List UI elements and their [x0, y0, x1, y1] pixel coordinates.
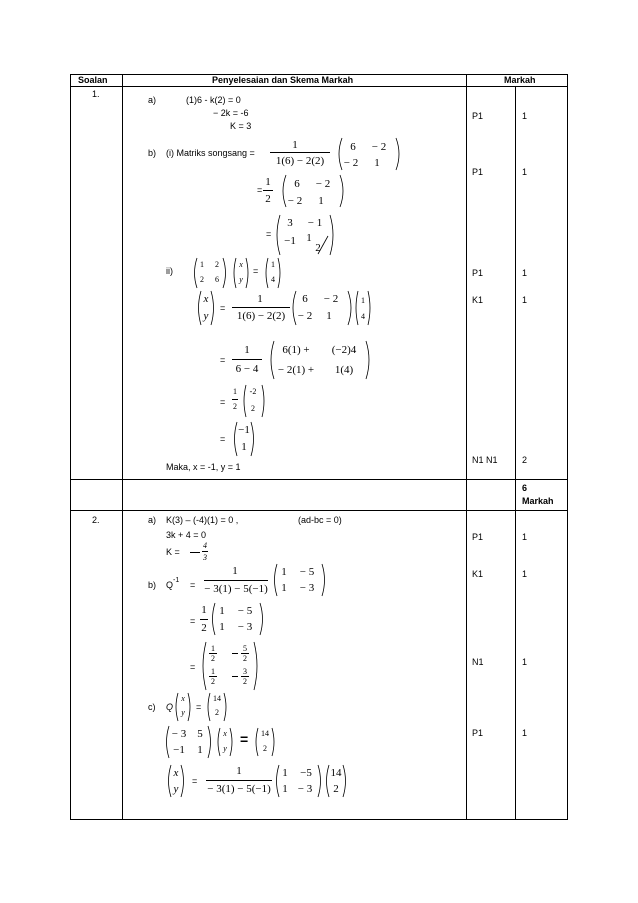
q1-b-m3-22-den: 2: [315, 242, 321, 254]
q2-a-note: (ad-bc = 0): [298, 515, 342, 525]
q1-b-half-den: 2: [265, 193, 271, 205]
header-penyelesaian: Penyelesaian dan Skema Markah: [212, 75, 354, 85]
q2-c-b21: −1: [173, 744, 185, 756]
q1-final: Maka, x = -1, y = 1: [166, 462, 241, 472]
q2-b-half-bar: [200, 619, 208, 620]
q2-c-eq: =: [196, 702, 202, 712]
q1-mark-val-3: 1: [522, 268, 528, 278]
q2-number: 2.: [92, 515, 100, 525]
q1-b-m2-21: − 2: [287, 195, 303, 207]
q2-c-frac-den: − 3(1) − 5(−1): [207, 783, 271, 795]
q2-c-frac-bar: [206, 780, 272, 781]
q1-ii-a21: 2: [200, 275, 204, 284]
q1-b-m3-11: 3: [287, 217, 293, 229]
q1-ii-eq: =: [253, 266, 259, 276]
q2-c-v2: 2: [215, 708, 219, 717]
q2-b-m3-22-sign: [232, 676, 238, 677]
q1-a-line3: K = 3: [230, 121, 252, 131]
q2-mark-code-4: P1: [472, 728, 484, 738]
q1-ii-v1: 1: [271, 260, 275, 269]
q1-ii-eq3: =: [220, 355, 226, 365]
col-divider-1: [122, 74, 123, 820]
q2-mark-code-3: N1: [472, 657, 484, 667]
q1-ii-v3-n2: -2: [249, 387, 257, 396]
q2-c-v2-2: 2: [263, 744, 267, 753]
q1-a-label: a): [148, 95, 157, 105]
q2-row-top: [70, 510, 568, 511]
q2-b-label: b): [148, 580, 157, 590]
q1-ii-eq2: =: [220, 303, 226, 313]
q2-c-v3-2: 2: [333, 783, 339, 795]
q2-b-m3-12-den: 2: [243, 654, 247, 663]
q2-a-frac-num: 4: [203, 541, 207, 550]
q1-mark-code-5: N1 N1: [472, 455, 498, 465]
q2-b-m11: 1: [281, 566, 287, 578]
q2-a-frac-bar: [202, 551, 208, 552]
q1-ii-v3-2: 2: [251, 404, 255, 413]
q1-ii-eq5: =: [220, 434, 226, 444]
q1-ii-a22: 6: [215, 275, 219, 284]
q1-ii-frac-num: 1: [257, 293, 263, 305]
q1-ii-frac-den: 1(6) − 2(2): [236, 310, 286, 322]
q2-b-eq: =: [190, 580, 196, 590]
q1-b-frac-den: 1(6) − 2(2): [275, 155, 325, 167]
q2-b-m3-12-sign: [232, 653, 238, 654]
q2-a-line1: K(3) – (-4)(1) = 0 ,: [166, 515, 239, 525]
q2-c-m4-11: 1: [282, 767, 288, 779]
q1-b-m3-22-num: 1: [306, 232, 312, 244]
q2-c-v14: 14: [213, 694, 221, 703]
q1-ii-r1b: (−2)4: [331, 344, 357, 356]
q1-ii-m4-22: 1: [326, 310, 332, 322]
q2-c-y2: y: [223, 744, 227, 753]
q1-b-m2-11: 6: [294, 178, 300, 190]
q1-ii-frac2-den: 6 − 4: [235, 363, 259, 375]
q2-c-m4-22: − 3: [297, 783, 313, 795]
q1-mark-code-4: K1: [472, 295, 484, 305]
q1-b-m2-12: − 2: [315, 178, 331, 190]
q1-b-m11: 6: [350, 141, 356, 153]
q2-b-m2-11: 1: [219, 605, 225, 617]
q1-mark-val-5: 2: [522, 455, 528, 465]
q2-mark-code-1: P1: [472, 532, 484, 542]
q1-b-frac-num: 1: [292, 139, 298, 151]
q1-b-label: b): [148, 148, 157, 158]
q2-c-x: x: [181, 694, 185, 703]
q2-a-line2: 3k + 4 = 0: [166, 530, 207, 540]
q1-ii-x2: x: [203, 293, 209, 305]
q1-ii-m4-12: − 2: [323, 293, 339, 305]
q1-a-line2: − 2k = -6: [213, 108, 249, 118]
q2-b-m3-22-den: 2: [243, 677, 247, 686]
q1-ii-v2-4: 4: [361, 312, 365, 321]
q2-c-b11: − 3: [171, 728, 187, 740]
header-markah: Markah: [504, 75, 536, 85]
col-divider-3: [515, 86, 516, 820]
total-row-top: [70, 479, 568, 480]
q1-ii-half-num: 1: [233, 387, 237, 396]
q1-total-label: Markah: [522, 496, 554, 506]
q2-b-m3-12-num: 5: [243, 644, 247, 653]
q1-b-m2-22: 1: [318, 195, 324, 207]
header-soalan: Soalan: [78, 75, 108, 85]
q1-b-m3-12: − 1: [307, 217, 323, 229]
q2-c-m4-12: −5: [300, 767, 312, 779]
q2-c-label: c): [148, 702, 156, 712]
q2-b-m3-21-num: 1: [211, 667, 215, 676]
q1-number: 1.: [92, 89, 100, 99]
q1-ii-m4-21: − 2: [297, 310, 313, 322]
q2-b-half-num: 1: [201, 604, 207, 616]
q1-ii-res-n1: −1: [238, 424, 250, 436]
q2-mark-val-4: 1: [522, 728, 528, 738]
header-divider: [70, 86, 568, 87]
q1-ii-r1a: 6(1) +: [282, 344, 310, 356]
q2-a-minus: [190, 552, 200, 553]
q2-mark-val-1: 1: [522, 532, 528, 542]
q2-a-label: a): [148, 515, 157, 525]
q2-c-frac-num: 1: [236, 765, 242, 777]
q2-b-m2-12: − 5: [237, 605, 253, 617]
q2-c-b12: 5: [197, 728, 203, 740]
q2-b-q: Q: [166, 580, 174, 590]
q2-a-frac-den: 3: [203, 553, 207, 562]
q1-b-frac-bar: [270, 152, 330, 153]
q1-ii-a12: 2: [215, 260, 219, 269]
q1-ii-eq4: =: [220, 397, 226, 407]
q1-ii-v2-1: 1: [361, 296, 365, 305]
q2-b-frac-one: 1: [232, 565, 238, 577]
q1-ii-a11: 1: [200, 260, 204, 269]
q2-b-m22: − 3: [299, 582, 315, 594]
q1-mark-code-3: P1: [472, 268, 484, 278]
q2-c-x3: x: [173, 767, 179, 779]
q1-b-half-bar: [263, 190, 273, 191]
q2-b-m2-21: 1: [219, 621, 225, 633]
q1-ii-frac2-num: 1: [244, 344, 250, 356]
q1-total-value: 6: [522, 483, 528, 493]
q2-c-x2: x: [223, 729, 227, 738]
q2-c-m4-21: 1: [282, 783, 288, 795]
q2-b-half-den: 2: [201, 622, 207, 634]
q2-b-qsup: -1: [173, 577, 180, 584]
q2-mark-val-3: 1: [522, 657, 528, 667]
q2-a-line3: K =: [166, 547, 180, 557]
q1-mark-code-1: P1: [472, 111, 484, 121]
q1-b-eq2: =: [257, 185, 263, 195]
q1-b-text: (i) Matriks songsang =: [166, 148, 255, 158]
q2-b-m21: 1: [281, 582, 287, 594]
q1-ii-r2a: − 2(1) +: [277, 364, 315, 376]
q2-mark-code-2: K1: [472, 569, 484, 579]
q1-b-eq3: =: [266, 229, 272, 239]
table-border-left: [70, 74, 71, 820]
q2-c-v3-14: 14: [330, 767, 342, 779]
q2-b-frac-den: − 3(1) − 5(−1): [204, 583, 268, 595]
q2-c-eq3: =: [192, 776, 198, 786]
q1-ii-r2b: 1(4): [334, 364, 354, 376]
q1-b-m21: − 2: [343, 157, 359, 169]
q2-c-b22: 1: [197, 744, 203, 756]
q2-b-m3-11-den: 2: [211, 654, 215, 663]
q1-ii-half-bar: [232, 399, 238, 400]
q2-mark-val-2: 1: [522, 569, 528, 579]
q1-ii-label: ii): [166, 266, 173, 276]
q1-mark-val-2: 1: [522, 167, 528, 177]
q2-b-eq3: =: [190, 662, 196, 672]
table-border-bottom: [70, 819, 568, 820]
q1-ii-v4: 4: [271, 275, 275, 284]
q1-ii-frac-bar: [232, 307, 290, 308]
q2-c-y3: y: [173, 783, 179, 795]
q2-b-m2-22: − 3: [237, 621, 253, 633]
q1-mark-val-4: 1: [522, 295, 528, 305]
q2-b-m12: − 5: [299, 566, 315, 578]
q2-c-y: y: [181, 708, 185, 717]
q1-b-half-num: 1: [265, 176, 271, 188]
q2-b-frac-bar: [204, 580, 268, 581]
q2-b-m3-11-num: 1: [211, 644, 215, 653]
q2-c-eq2: =: [240, 731, 249, 747]
q1-mark-val-1: 1: [522, 111, 528, 121]
q1-ii-res-1: 1: [241, 441, 247, 453]
q2-b-m3-22-num: 3: [243, 667, 247, 676]
q2-b-m3-21-den: 2: [211, 677, 215, 686]
q1-a-line1: (1)6 - k(2) = 0: [186, 95, 241, 105]
col-divider-2: [466, 74, 467, 820]
q2-c-v2-14: 14: [261, 729, 269, 738]
q1-b-m12: − 2: [371, 141, 387, 153]
q1-b-m3-21: −1: [284, 235, 296, 247]
q1-ii-m4-11: 6: [302, 293, 308, 305]
q1-ii-frac2-bar: [232, 359, 262, 360]
table-border-right: [567, 74, 568, 820]
q2-c-q: Q: [166, 702, 174, 712]
q1-b-m22: 1: [374, 157, 380, 169]
q1-ii-y: y: [239, 275, 243, 284]
q1-ii-half-den: 2: [233, 402, 237, 411]
q2-b-eq2: =: [190, 616, 196, 626]
q1-mark-code-2: P1: [472, 167, 484, 177]
q1-ii-x: x: [239, 260, 243, 269]
q1-ii-y2: y: [203, 310, 209, 322]
